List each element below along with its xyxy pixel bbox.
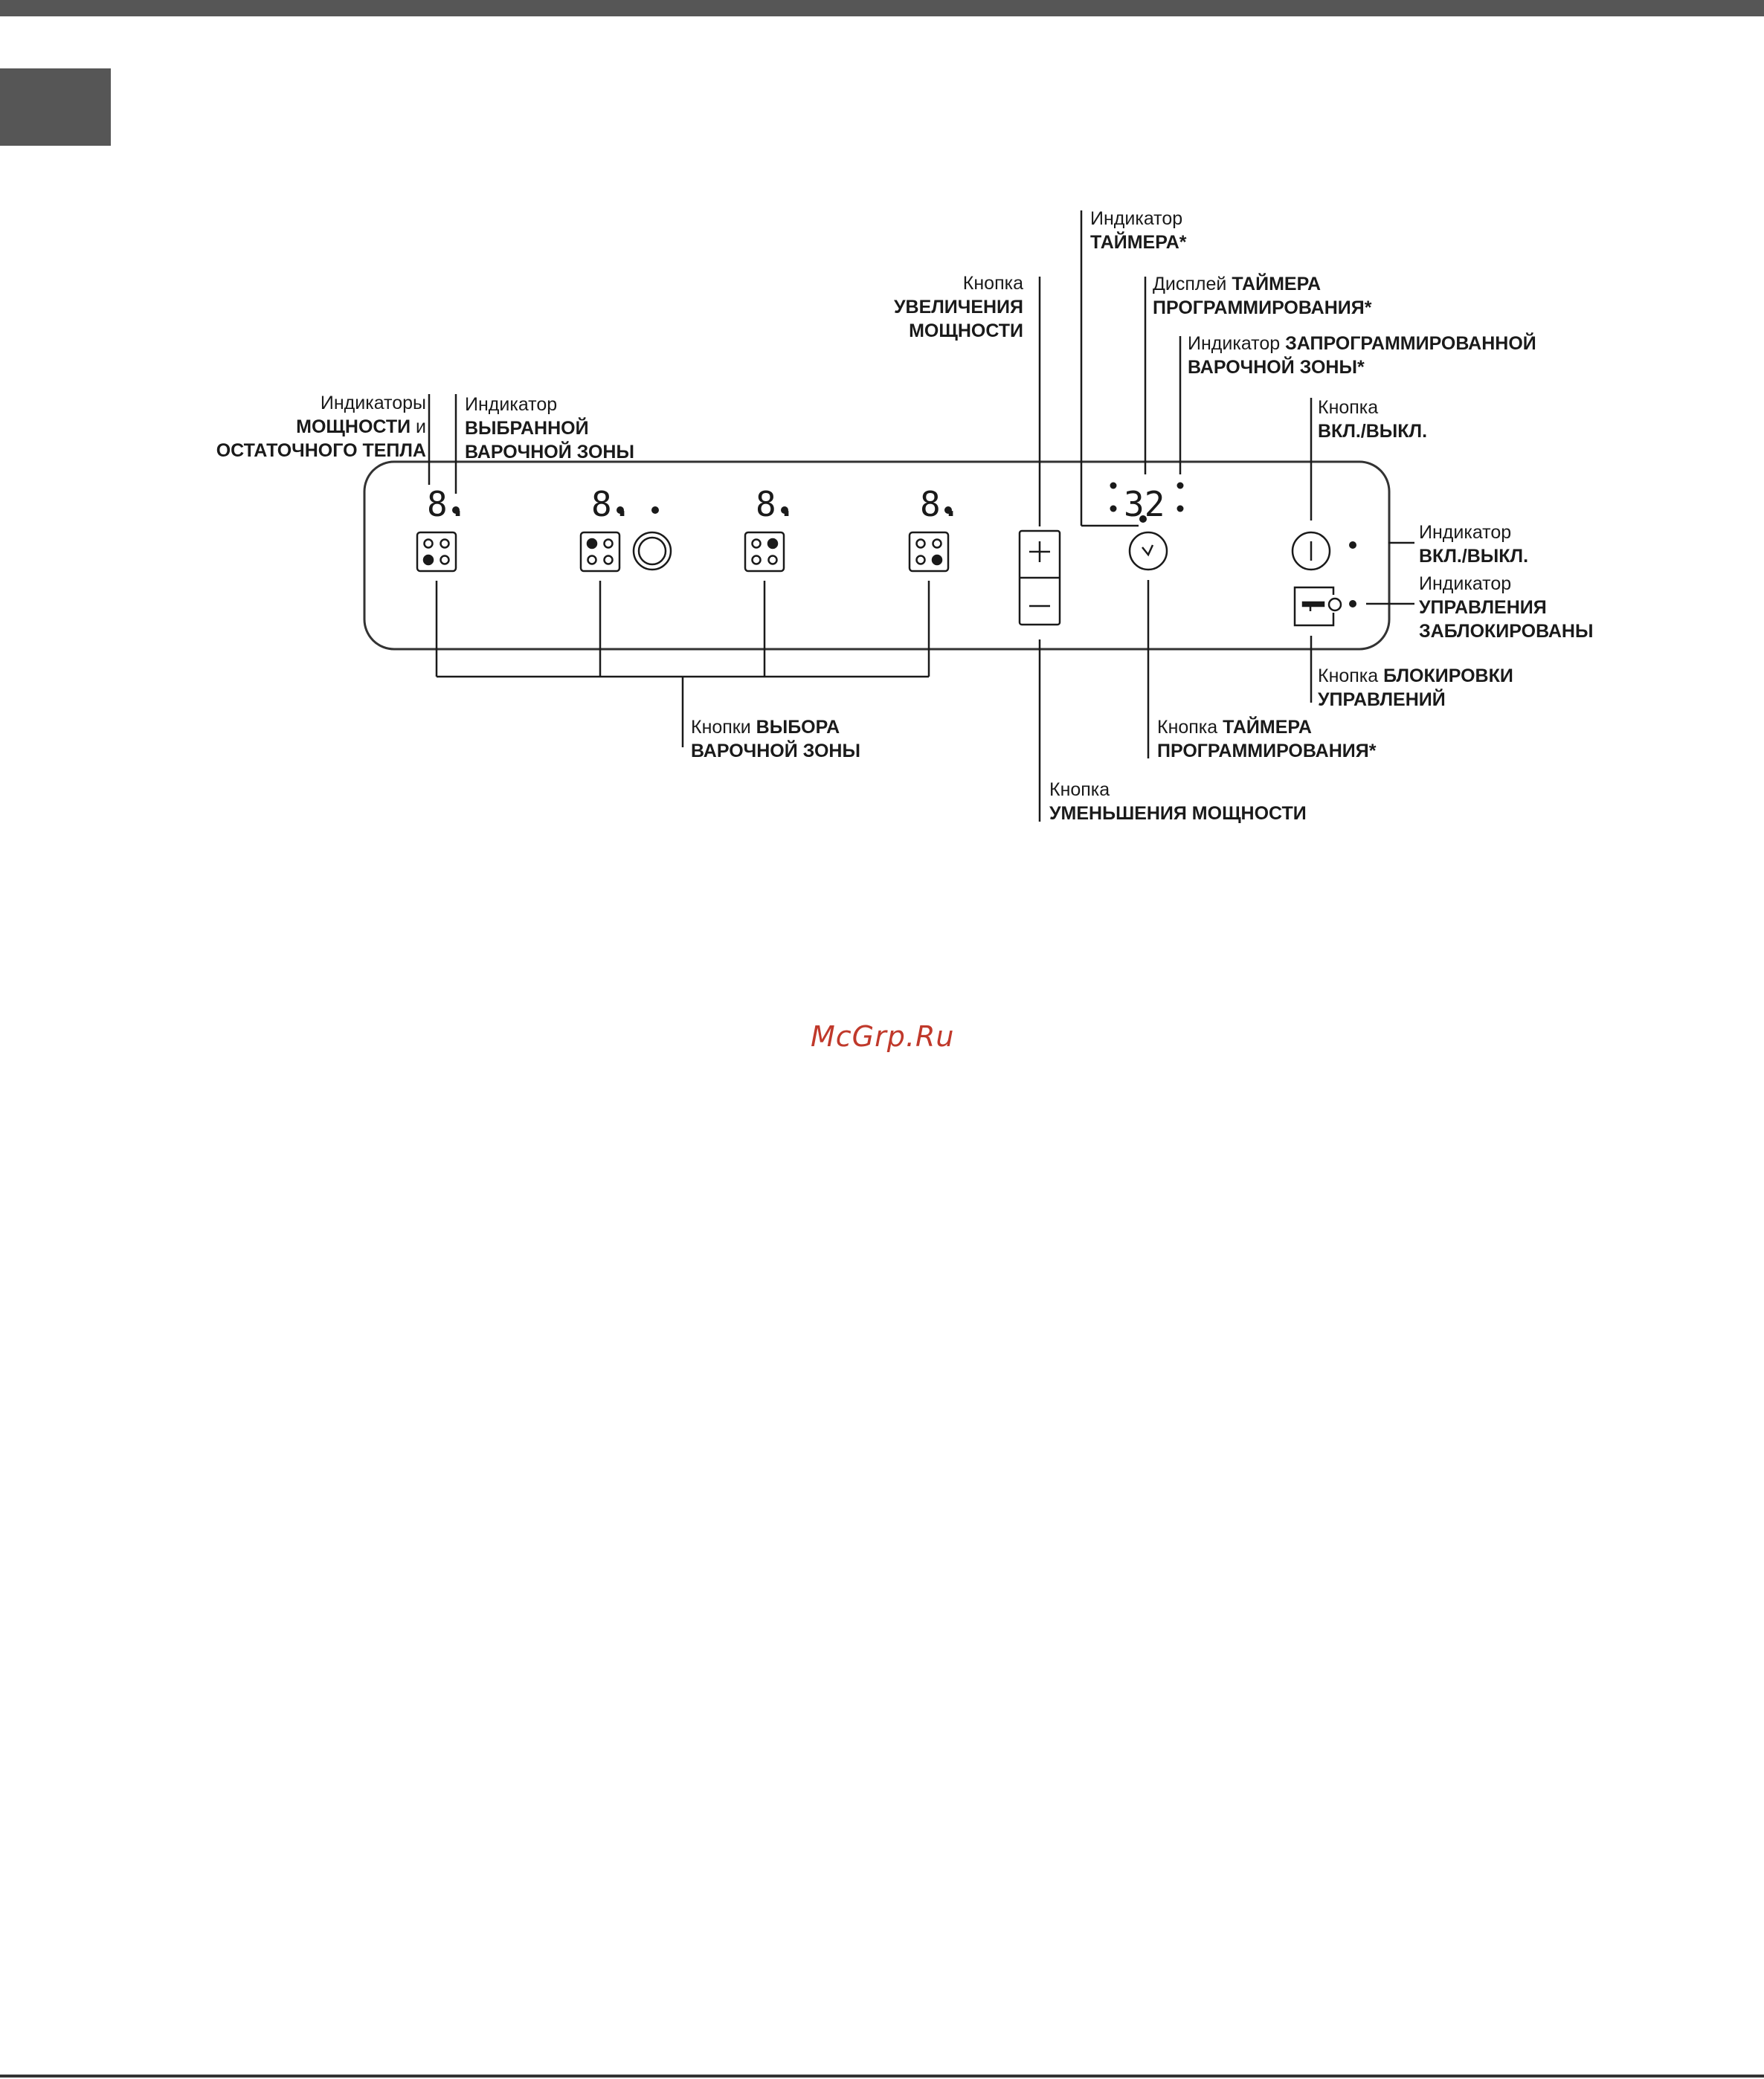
label-increase-power: Кнопка УВЕЛИЧЕНИЯ МОЩНОСТИ [893,273,1023,341]
timer-display: 32 [1124,484,1165,524]
label-timer-display: Дисплей ТАЙМЕРА ПРОГРАММИРОВАНИЯ* [1153,274,1372,318]
zone-select-button-3[interactable] [745,532,784,571]
label-timer-indicator: Индикатор ТАЙМЕРА* [1090,208,1187,253]
zone-select-button-2[interactable] [581,532,619,571]
zone-select-button-4[interactable] [910,532,948,571]
label-lock-button: Кнопка БЛОКИРОВКИ УПРАВЛЕНИЙ [1318,665,1513,710]
key-lock-icon [1303,602,1324,606]
onoff-indicator-dot [1349,541,1356,549]
key-lock-button[interactable] [1295,587,1341,625]
zone-2-display: 8. [591,484,633,524]
selected-zone-ring-icon [634,532,671,570]
zone-3-display: 8. [756,484,797,524]
timer-clock-button[interactable] [1130,532,1167,570]
power-plus-minus-button[interactable] [1020,531,1060,625]
label-selected-zone: Индикатор ВЫБРАННОЙ ВАРОЧНОЙ ЗОНЫ [465,394,634,462]
label-zone-select: Кнопки ВЫБОРА ВАРОЧНОЙ ЗОНЫ [691,717,860,761]
label-locked-indicator: Индикатор УПРАВЛЕНИЯ ЗАБЛОКИРОВАНЫ [1419,573,1594,642]
timer-colon-bottom [1110,506,1117,512]
control-panel-outline [364,462,1389,649]
zone-1-display: 8. [427,484,469,524]
label-onoff-indicator: Индикатор ВКЛ./ВЫКЛ. [1419,522,1529,567]
selected-zone-dot [651,506,659,514]
label-power-indicators: Индикаторы МОЩНОСТИ и ОСТАТОЧНОГО ТЕПЛА [216,393,426,461]
locked-indicator-dot [1349,600,1356,607]
bottom-rule [0,2075,1764,2078]
clock-icon [1142,545,1153,555]
label-onoff-button: Кнопка ВКЛ./ВЫКЛ. [1318,397,1428,442]
power-button[interactable] [1293,532,1330,570]
watermark: McGrp.Ru [811,1020,955,1053]
zone-4-display: 8. [920,484,962,524]
zone-select-button-1[interactable] [417,532,456,571]
label-programmed-zone: Индикатор ЗАПРОГРАММИРОВАННОЙ ВАРОЧНОЙ ЗОНЫ* [1188,333,1536,378]
programmed-zone-dot-top [1177,483,1184,489]
label-decrease-power: Кнопка УМЕНЬШЕНИЯ МОЩНОСТИ [1049,779,1307,824]
timer-colon-top [1110,483,1117,489]
label-timer-button: Кнопка ТАЙМЕРА ПРОГРАММИРОВАНИЯ* [1157,717,1377,761]
programmed-zone-dot-bottom [1177,506,1184,512]
plus-icon [1029,541,1050,562]
